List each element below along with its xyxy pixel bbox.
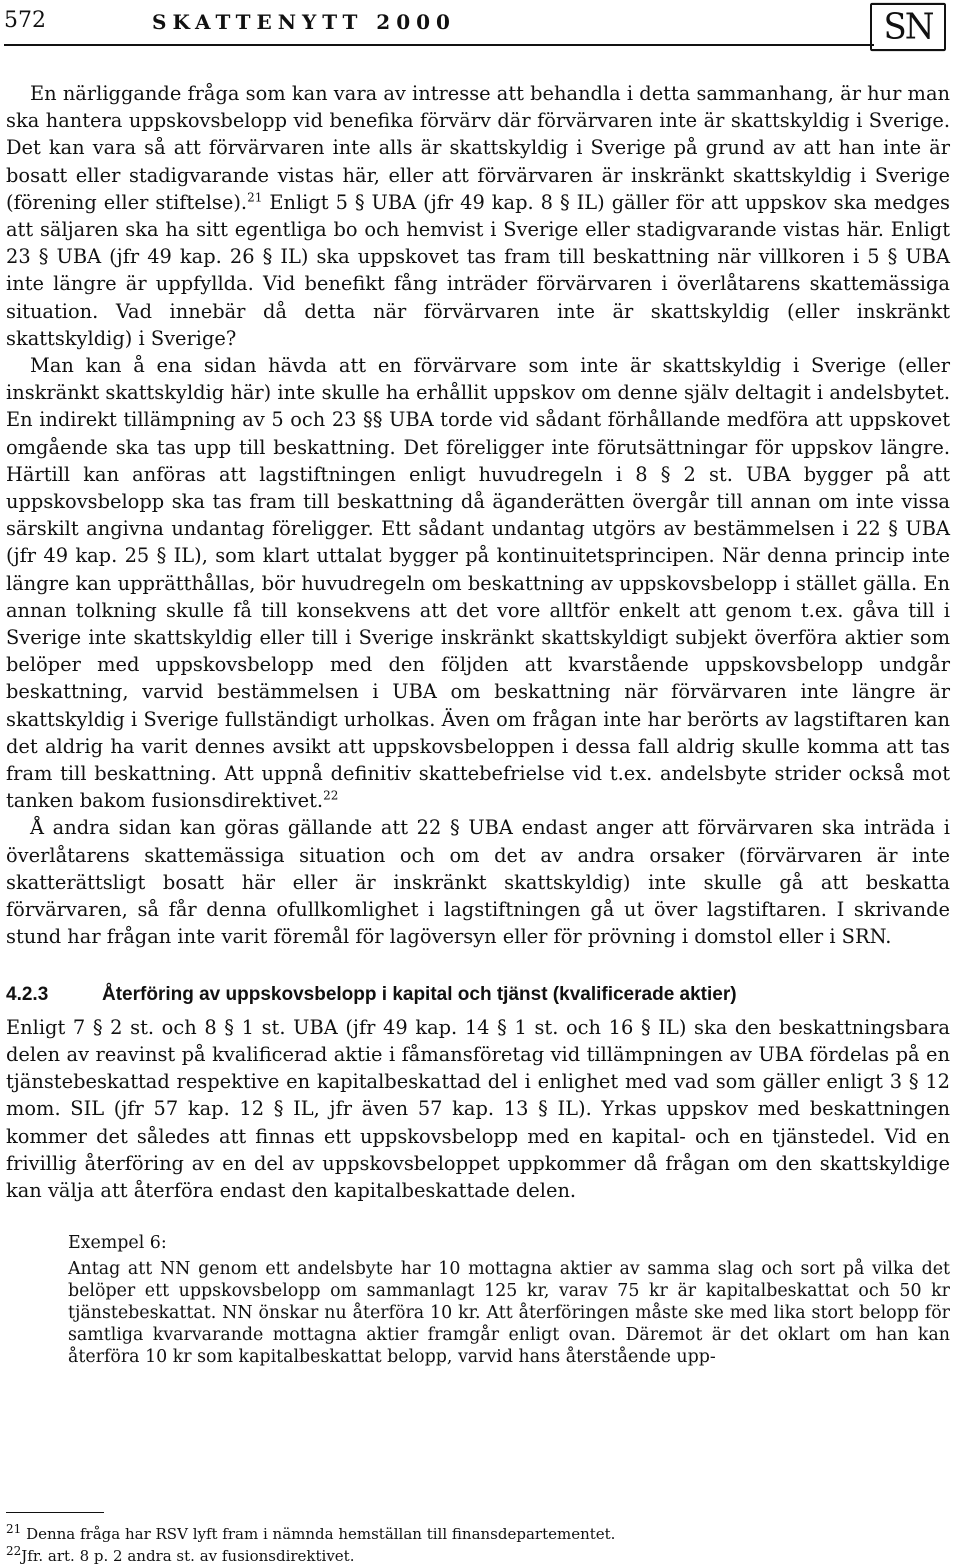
footnote-ref: 21	[247, 190, 263, 205]
section-heading	[6, 981, 950, 1008]
example-box	[68, 1232, 950, 1368]
paragraph	[6, 80, 950, 352]
header-rule	[4, 44, 874, 46]
paragraph: Enligt 7 § 2 st. och 8 § 1 st. UBA (jfr 49 kap. 14 § 1 st. och 16 § IL) ska den beskattningsbara delen av reavinst på kvalificerad aktie i fåmansföretag vid tillämpningen av UBA fördelas på en tjänstebeskattad respektive en kapitalbeskattad del i enlighet med vad som gäller enligt 3 § 12 mom. SIL (jfr 57 kap. 12 § IL, jfr även 57 kap. 13 § IL). Yrkas uppskov med beskattningen kommer det således att finnas ett uppskovsbelopp med en kapital- och en tjänstedel. Vid en frivillig återföring av en del av uppskovsbeloppet uppkommer då frågan om den skattskyldige kan välja att återföra endast den kapitalbeskattade delen.	[6, 1015, 950, 1202]
journal-title: SKATTENYTT 2000	[152, 10, 456, 34]
footnote	[6, 1545, 950, 1567]
footnote	[6, 1523, 950, 1545]
footnote-text: Jfr. art. 8 p. 2 andra st. av fusionsdirektivet.	[21, 1547, 355, 1565]
paragraph: Å andra sidan kan göras gällande att 22 § UBA endast anger att förvärvaren ska inträda i överlåtarens skattemässiga situation och om det av andra orsaker (förvärvaren är inte skatterättsligt bosatt här eller är inskränkt skattskyldig) inte skulle gå att beskatta förvärvaren, så får denna ofullkomlighet i lagstiftningen gå ut över lagstiftaren. I skrivande stund har frågan inte varit föremål för lagöversyn eller för prövning i domstol eller i SRN.	[6, 816, 950, 949]
footnote-ref: 22	[323, 788, 339, 803]
section-title: Återföring av uppskovsbelopp i kapital och tjänst (kvalificerade aktier)	[102, 983, 737, 1005]
paragraph	[6, 352, 950, 814]
footnote-text: Denna fråga har RSV lyft fram i nämnda hemställan till finansdepartementet.	[26, 1525, 616, 1543]
section-number: 4.2.3	[6, 983, 49, 1005]
page-number: 572	[4, 8, 46, 33]
footnote-number: 22	[6, 1544, 22, 1558]
paragraph-text: En närliggande fråga som kan vara av intresse att behandla i detta sammanhang, är hur man ska hantera uppskovsbelopp vid benefika förvärv där förvärvaren inte är skattskyldig i Sverige. Det kan vara så att förvärvaren inte alls är skattskyldig i Sverige på grund av att han inte är bosatt eller stadigvarande vistas här, eller att förvärvaren är inskränkt skattskyldig i Sverige (förening eller stiftelse).	[6, 82, 950, 214]
example-text: Antag att NN genom ett andelsbyte har 10 mottagna aktier av samma slag och sort på vilka det belöper ett uppskovsbelopp om sammanlagt 125 kr, varav 75 kr är kapitalbeskattat och 50 kr tjänstebeskattat. NN önskar nu återföra 10 kr. Att återföringen måste ske med lika stort belopp för samtliga kvarvarande mottagna aktier framgår enligt ovan. Däremot är det oklart om han kan återföra 10 kr som kapitalbeskattat belopp, varvid hans återstående upp-	[68, 1259, 950, 1368]
footnotes	[6, 1512, 950, 1567]
footnote-rule	[6, 1512, 104, 1513]
footnote-number: 21	[6, 1522, 22, 1536]
paragraph-text: Enligt 5 § UBA (jfr 49 kap. 8 § IL) gäller för att uppskov ska medges att säljaren ska ha sitt egentliga bo och hemvist i Sverige eller stadigvarande vistas här. Enligt 23 § UBA (jfr 49 kap. 26 § IL) ska uppskovet tas fram till beskattning när villkoren i 5 § UBA inte längre är uppfyllda. Vid benefikt fång inträder förvärvaren i överlåtarens skattemässiga situation. Vad innebär då detta när förvärvaren inte är skattskyldig (eller inskränkt skattskyldig) i Sverige?	[6, 190, 950, 350]
example-title: Exempel 6:	[68, 1233, 167, 1254]
article-body	[6, 80, 950, 1368]
journal-logo: SN	[870, 3, 946, 51]
paragraph-text: Man kan å ena sidan hävda att en förvärvare som inte är skattskyldig i Sverige (eller inskränkt skattskyldig här) inte skulle ha erhållit uppskov om denne själv deltagit i andelsbytet. En indirekt tillämpning av 5 och 23 §§ UBA torde vid sådant förhållande medföra att uppskovet omgående ska tas upp till beskattning. Det föreligger inte förutsättningar för uppskov längre. Härtill kan anföras att lagstiftningen enligt huvudregeln i 8 § 2 st. UBA bygger på att uppskovsbelopp ska tas fram till beskattning då äganderätten övergår till annan om inte vissa särskilt angivna undantag föreligger. Ett sådant undantag utgörs av bestämmelsen i 22 § UBA (jfr 49 kap. 25 § IL), som klart uttalat bygger på kontinuitetsprincipen. När denna princip inte längre kan upprätthållas, bör huvudregeln om beskattning av uppskovsbelopp i stället gälla. En annan tolkning skulle få till konsekvens att det vore alltför enkelt att genom t.ex. gåva till i Sverige inte skattskyldig eller till i Sverige inskränkt skattskyldigt subjekt överföra aktier som belöper med uppskovsbelopp med den följden att kvarstående uppskovsbelopp undgår beskattning, varvid bestämmelsen i UBA om beskattning när förvärvaren inte längre är skattskyldig i Sverige fullständigt urholkas. Även om frågan inte har berörts av lagstiftaren kan det aldrig ha varit dennes avsikt att uppskovsbeloppen i dessa fall aldrig skulle komma att tas fram till beskattning. Att uppnå definitiv skattebefrielse vid t.ex. andelsbyte strider också mot tanken bakom fusionsdirektivet.	[6, 354, 950, 813]
page-header	[4, 4, 952, 48]
